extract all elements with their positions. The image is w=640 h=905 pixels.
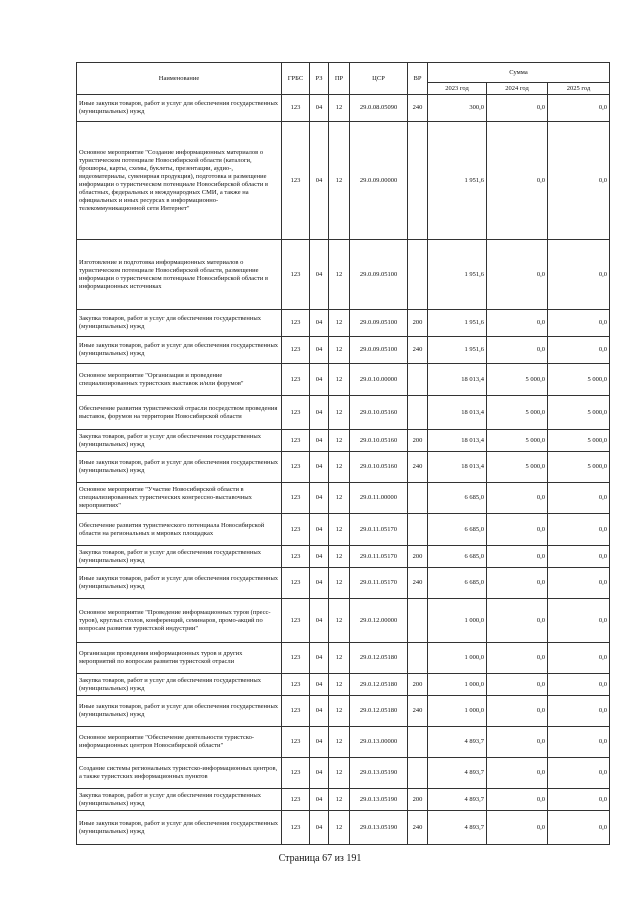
cell-pr: 12 xyxy=(329,430,350,452)
cell-rz: 04 xyxy=(310,240,329,310)
cell-rz: 04 xyxy=(310,337,329,364)
cell-v2024: 5 000,0 xyxy=(487,452,548,483)
cell-v2023: 6 685,0 xyxy=(428,514,487,546)
cell-csr: 29.0.10.00000 xyxy=(350,364,408,396)
cell-v2023: 1 000,0 xyxy=(428,696,487,727)
cell-v2024: 0,0 xyxy=(487,758,548,789)
cell-rz: 04 xyxy=(310,674,329,696)
cell-v2024: 0,0 xyxy=(487,568,548,599)
table-row xyxy=(77,789,610,811)
header-sum: Сумма xyxy=(428,63,610,83)
cell-v2025: 0,0 xyxy=(548,674,610,696)
cell-rz: 04 xyxy=(310,483,329,514)
cell-name: Иные закупки товаров, работ и услуг для обеспечения государственных (муниципальных) нужд xyxy=(77,337,282,364)
cell-csr: 29.0.13.00000 xyxy=(350,727,408,758)
cell-csr: 29.0.11.05170 xyxy=(350,546,408,568)
cell-vr xyxy=(408,122,428,240)
cell-grbs: 123 xyxy=(282,483,310,514)
table-row xyxy=(77,337,610,364)
table-row xyxy=(77,95,610,122)
cell-name: Основное мероприятие "Создание информационных материалов о туристическом потенциале Новосибирской области (каталоги, брошюры, карты, схемы, буклеты, презентации, аудио-, видеоматериалы, сувенирная продукция), подготовка и размещение информации о туристическом потенциале Новосибирской области в областных, федеральных и международных СМИ, а также на официальных и иных ресурсах в информационно-телекоммуникационной сети Интернет" xyxy=(77,122,282,240)
cell-grbs: 123 xyxy=(282,240,310,310)
cell-v2024: 0,0 xyxy=(487,599,548,643)
cell-csr: 29.0.12.00000 xyxy=(350,599,408,643)
cell-pr: 12 xyxy=(329,514,350,546)
cell-rz: 04 xyxy=(310,122,329,240)
cell-v2024: 0,0 xyxy=(487,337,548,364)
cell-name: Изготовление и подготовка информационных материалов о туристическом потенциале Новосибирской области, размещение информации о туристическом потенциале Новосибирской области в информационных источниках xyxy=(77,240,282,310)
cell-pr: 12 xyxy=(329,337,350,364)
cell-v2024: 0,0 xyxy=(487,310,548,337)
cell-grbs: 123 xyxy=(282,568,310,599)
cell-rz: 04 xyxy=(310,396,329,430)
cell-csr: 29.0.10.05160 xyxy=(350,452,408,483)
budget-table xyxy=(76,62,610,845)
cell-grbs: 123 xyxy=(282,122,310,240)
cell-v2025: 0,0 xyxy=(548,483,610,514)
cell-v2023: 1 000,0 xyxy=(428,643,487,674)
table-row xyxy=(77,643,610,674)
cell-csr: 29.0.12.05180 xyxy=(350,674,408,696)
cell-rz: 04 xyxy=(310,568,329,599)
cell-rz: 04 xyxy=(310,599,329,643)
cell-v2023: 4 893,7 xyxy=(428,789,487,811)
cell-csr: 29.0.09.00000 xyxy=(350,122,408,240)
table-row xyxy=(77,811,610,845)
cell-grbs: 123 xyxy=(282,758,310,789)
cell-vr: 240 xyxy=(408,452,428,483)
header-year-2025: 2025 год xyxy=(548,83,610,95)
cell-name: Основное мероприятие "Участие Новосибирской области в специализированных туристических конгрессно-выставочных мероприятиях" xyxy=(77,483,282,514)
cell-grbs: 123 xyxy=(282,396,310,430)
cell-v2025: 5 000,0 xyxy=(548,396,610,430)
cell-csr: 29.0.13.05190 xyxy=(350,811,408,845)
budget-table-container xyxy=(76,62,609,845)
table-row xyxy=(77,758,610,789)
cell-v2025: 0,0 xyxy=(548,514,610,546)
header-name: Наименование xyxy=(77,63,282,95)
cell-name: Закупка товаров, работ и услуг для обеспечения государственных (муниципальных) нужд xyxy=(77,310,282,337)
cell-v2023: 1 951,6 xyxy=(428,240,487,310)
cell-pr: 12 xyxy=(329,758,350,789)
table-row xyxy=(77,310,610,337)
cell-name: Основное мероприятие "Организация и проведение специализированных туристских выставок и/или форумов" xyxy=(77,364,282,396)
cell-v2024: 5 000,0 xyxy=(487,430,548,452)
header-vr: ВР xyxy=(408,63,428,95)
cell-v2024: 5 000,0 xyxy=(487,396,548,430)
cell-vr xyxy=(408,364,428,396)
cell-name: Обеспечение развития туристического потенциала Новосибирской области на региональных и мировых площадках xyxy=(77,514,282,546)
header-year-2023: 2023 год xyxy=(428,83,487,95)
cell-name: Иные закупки товаров, работ и услуг для обеспечения государственных (муниципальных) нужд xyxy=(77,696,282,727)
cell-csr: 29.0.09.05100 xyxy=(350,240,408,310)
cell-grbs: 123 xyxy=(282,811,310,845)
cell-pr: 12 xyxy=(329,95,350,122)
cell-name: Иные закупки товаров, работ и услуг для обеспечения государственных (муниципальных) нужд xyxy=(77,95,282,122)
cell-pr: 12 xyxy=(329,122,350,240)
cell-csr: 29.0.13.05190 xyxy=(350,789,408,811)
cell-v2025: 0,0 xyxy=(548,643,610,674)
cell-v2025: 5 000,0 xyxy=(548,364,610,396)
cell-v2025: 0,0 xyxy=(548,599,610,643)
header-grbs: ГРБС xyxy=(282,63,310,95)
cell-vr xyxy=(408,240,428,310)
cell-rz: 04 xyxy=(310,789,329,811)
cell-v2025: 0,0 xyxy=(548,696,610,727)
cell-csr: 29.0.13.05190 xyxy=(350,758,408,789)
cell-csr: 29.0.12.05180 xyxy=(350,643,408,674)
table-body xyxy=(77,95,610,845)
cell-v2023: 1 000,0 xyxy=(428,674,487,696)
cell-v2023: 18 013,4 xyxy=(428,430,487,452)
cell-csr: 29.0.11.00000 xyxy=(350,483,408,514)
cell-name: Обеспечение развития туристической отрасли посредством проведения выставок, форумов на территории Новосибирской области xyxy=(77,396,282,430)
cell-name: Иные закупки товаров, работ и услуг для обеспечения государственных (муниципальных) нужд xyxy=(77,811,282,845)
cell-grbs: 123 xyxy=(282,337,310,364)
table-row xyxy=(77,240,610,310)
cell-v2024: 0,0 xyxy=(487,727,548,758)
cell-v2023: 4 893,7 xyxy=(428,811,487,845)
cell-csr: 29.0.09.05100 xyxy=(350,337,408,364)
cell-vr: 240 xyxy=(408,95,428,122)
cell-pr: 12 xyxy=(329,727,350,758)
cell-v2025: 0,0 xyxy=(548,789,610,811)
cell-grbs: 123 xyxy=(282,643,310,674)
cell-grbs: 123 xyxy=(282,95,310,122)
cell-rz: 04 xyxy=(310,95,329,122)
cell-pr: 12 xyxy=(329,310,350,337)
cell-grbs: 123 xyxy=(282,546,310,568)
cell-vr: 240 xyxy=(408,337,428,364)
cell-csr: 29.0.12.05180 xyxy=(350,696,408,727)
table-row xyxy=(77,599,610,643)
cell-v2025: 0,0 xyxy=(548,811,610,845)
cell-v2024: 0,0 xyxy=(487,674,548,696)
cell-v2023: 1 000,0 xyxy=(428,599,487,643)
header-year-2024: 2024 год xyxy=(487,83,548,95)
cell-grbs: 123 xyxy=(282,727,310,758)
cell-name: Организация проведения информационных туров и других мероприятий по вопросам развития туристской отрасли xyxy=(77,643,282,674)
cell-name: Закупка товаров, работ и услуг для обеспечения государственных (муниципальных) нужд xyxy=(77,546,282,568)
cell-v2025: 0,0 xyxy=(548,122,610,240)
cell-v2024: 0,0 xyxy=(487,643,548,674)
cell-v2023: 1 951,6 xyxy=(428,337,487,364)
cell-vr: 200 xyxy=(408,310,428,337)
cell-v2025: 0,0 xyxy=(548,337,610,364)
table-row xyxy=(77,568,610,599)
table-row xyxy=(77,696,610,727)
cell-vr xyxy=(408,396,428,430)
cell-v2023: 4 893,7 xyxy=(428,727,487,758)
cell-grbs: 123 xyxy=(282,430,310,452)
cell-v2025: 0,0 xyxy=(548,758,610,789)
table-row xyxy=(77,514,610,546)
cell-rz: 04 xyxy=(310,727,329,758)
cell-v2023: 1 951,6 xyxy=(428,310,487,337)
header-csr: ЦСР xyxy=(350,63,408,95)
cell-v2023: 18 013,4 xyxy=(428,364,487,396)
cell-pr: 12 xyxy=(329,568,350,599)
cell-v2024: 0,0 xyxy=(487,811,548,845)
cell-v2025: 0,0 xyxy=(548,727,610,758)
cell-vr xyxy=(408,514,428,546)
cell-pr: 12 xyxy=(329,240,350,310)
cell-v2023: 6 685,0 xyxy=(428,546,487,568)
cell-grbs: 123 xyxy=(282,514,310,546)
cell-pr: 12 xyxy=(329,599,350,643)
cell-pr: 12 xyxy=(329,452,350,483)
table-row xyxy=(77,396,610,430)
header-pr: ПР xyxy=(329,63,350,95)
cell-grbs: 123 xyxy=(282,364,310,396)
cell-rz: 04 xyxy=(310,310,329,337)
cell-csr: 29.0.09.05100 xyxy=(350,310,408,337)
cell-name: Закупка товаров, работ и услуг для обеспечения государственных (муниципальных) нужд xyxy=(77,674,282,696)
cell-v2023: 18 013,4 xyxy=(428,396,487,430)
cell-v2023: 6 685,0 xyxy=(428,483,487,514)
cell-csr: 29.0.08.05090 xyxy=(350,95,408,122)
table-row xyxy=(77,546,610,568)
cell-name: Основное мероприятие "Обеспечение деятельности туристско-информационных центров Новосибирской области" xyxy=(77,727,282,758)
cell-rz: 04 xyxy=(310,811,329,845)
cell-grbs: 123 xyxy=(282,310,310,337)
table-row xyxy=(77,122,610,240)
cell-v2023: 4 893,7 xyxy=(428,758,487,789)
cell-grbs: 123 xyxy=(282,599,310,643)
cell-pr: 12 xyxy=(329,643,350,674)
cell-v2025: 0,0 xyxy=(548,240,610,310)
cell-pr: 12 xyxy=(329,364,350,396)
cell-v2024: 0,0 xyxy=(487,240,548,310)
cell-grbs: 123 xyxy=(282,674,310,696)
cell-vr: 200 xyxy=(408,430,428,452)
cell-v2024: 0,0 xyxy=(487,696,548,727)
cell-v2025: 0,0 xyxy=(548,95,610,122)
cell-name: Закупка товаров, работ и услуг для обеспечения государственных (муниципальных) нужд xyxy=(77,430,282,452)
cell-pr: 12 xyxy=(329,811,350,845)
cell-rz: 04 xyxy=(310,364,329,396)
cell-name: Создание системы региональных туристско-информационных центров, а также туристских информационных пунктов xyxy=(77,758,282,789)
table-row xyxy=(77,364,610,396)
cell-v2023: 1 951,6 xyxy=(428,122,487,240)
cell-v2025: 0,0 xyxy=(548,568,610,599)
cell-v2024: 0,0 xyxy=(487,546,548,568)
cell-v2025: 0,0 xyxy=(548,546,610,568)
table-row xyxy=(77,452,610,483)
cell-rz: 04 xyxy=(310,758,329,789)
cell-v2024: 0,0 xyxy=(487,122,548,240)
page-number: Страница 67 из 191 xyxy=(278,853,362,864)
cell-csr: 29.0.10.05160 xyxy=(350,396,408,430)
table-row xyxy=(77,483,610,514)
table-row xyxy=(77,430,610,452)
cell-grbs: 123 xyxy=(282,452,310,483)
cell-v2025: 5 000,0 xyxy=(548,452,610,483)
cell-v2024: 0,0 xyxy=(487,483,548,514)
cell-vr xyxy=(408,643,428,674)
cell-v2023: 18 013,4 xyxy=(428,452,487,483)
cell-v2025: 0,0 xyxy=(548,310,610,337)
cell-v2024: 0,0 xyxy=(487,789,548,811)
cell-grbs: 123 xyxy=(282,696,310,727)
table-row xyxy=(77,727,610,758)
cell-name: Иные закупки товаров, работ и услуг для обеспечения государственных (муниципальных) нужд xyxy=(77,452,282,483)
cell-pr: 12 xyxy=(329,483,350,514)
cell-v2024: 0,0 xyxy=(487,514,548,546)
cell-rz: 04 xyxy=(310,643,329,674)
cell-pr: 12 xyxy=(329,674,350,696)
cell-rz: 04 xyxy=(310,696,329,727)
cell-vr xyxy=(408,483,428,514)
cell-vr: 240 xyxy=(408,811,428,845)
cell-vr xyxy=(408,599,428,643)
cell-rz: 04 xyxy=(310,452,329,483)
cell-vr: 240 xyxy=(408,568,428,599)
cell-v2023: 300,0 xyxy=(428,95,487,122)
cell-v2023: 6 685,0 xyxy=(428,568,487,599)
cell-name: Иные закупки товаров, работ и услуг для обеспечения государственных (муниципальных) нужд xyxy=(77,568,282,599)
cell-vr: 200 xyxy=(408,546,428,568)
cell-v2024: 0,0 xyxy=(487,95,548,122)
cell-name: Закупка товаров, работ и услуг для обеспечения государственных (муниципальных) нужд xyxy=(77,789,282,811)
cell-rz: 04 xyxy=(310,430,329,452)
cell-vr xyxy=(408,758,428,789)
table-row xyxy=(77,674,610,696)
cell-csr: 29.0.10.05160 xyxy=(350,430,408,452)
cell-pr: 12 xyxy=(329,396,350,430)
header-rz: РЗ xyxy=(310,63,329,95)
cell-pr: 12 xyxy=(329,696,350,727)
cell-vr: 200 xyxy=(408,789,428,811)
cell-pr: 12 xyxy=(329,546,350,568)
cell-vr: 240 xyxy=(408,696,428,727)
cell-v2024: 5 000,0 xyxy=(487,364,548,396)
cell-pr: 12 xyxy=(329,789,350,811)
cell-name: Основное мероприятие "Проведение информационных туров (пресс-туров), круглых столов, конференций, семинаров, промо-акций по вопросам развития туристской индустрии" xyxy=(77,599,282,643)
cell-rz: 04 xyxy=(310,546,329,568)
cell-csr: 29.0.11.05170 xyxy=(350,568,408,599)
cell-v2025: 5 000,0 xyxy=(548,430,610,452)
cell-vr: 200 xyxy=(408,674,428,696)
cell-csr: 29.0.11.05170 xyxy=(350,514,408,546)
cell-grbs: 123 xyxy=(282,789,310,811)
cell-rz: 04 xyxy=(310,514,329,546)
cell-vr xyxy=(408,727,428,758)
